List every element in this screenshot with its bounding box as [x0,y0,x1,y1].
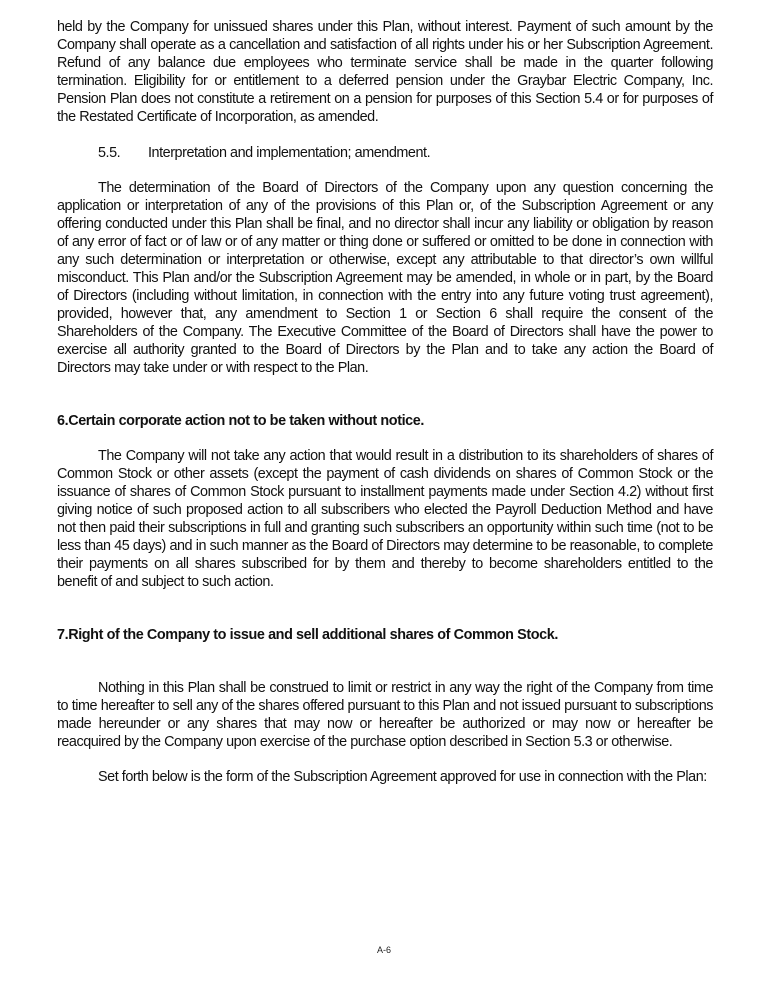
section-6-heading: 6.Certain corporate action not to be taken without notice. [57,413,424,429]
document-page [57,18,713,786]
paragraph-section-6-body: The Company will not take any action that would result in a distribution to its shareholders of shares of Common Stock or other assets (except the payment of cash dividends on shares of Common Stock or the issuance of shares of Common Stock pursuant to installment payments made under Section 4.2) without first giving notice of such proposed action to all subscribers who elected the Payroll Deduction Method and have not then paid their subscriptions in full and granting such subscribers an opportunity within such time (not to be less than 45 days) and in such manner as the Board of Directors may determine to be reasonable, to complete their payments on all shares subscribed for by them and thereby to become shareholders entitled to the benefit of and subject to such action. [57,448,713,590]
paragraph-subscription-agreement-intro: Set forth below is the form of the Subscription Agreement approved for use in connection with the Plan: [98,769,707,785]
page-number: A-6 [376,945,391,955]
section-5-5-heading [57,144,713,162]
paragraph-section-5-4-continuation: held by the Company for unissued shares under this Plan, without interest. Payment of such amount by the Company shall operate as a cancellation and satisfaction of all rights under his or her Subscription Agreement. Refund of any balance due employees who terminate service shall be made in the quarter following termination. Eligibility for or entitlement to a deferred pension under the Graybar Electric Company, Inc. Pension Plan does not constitute a retirement on a pension for purposes of this Section 5.4 or for purposes of the Restated Certificate of Incorporation, as amended. [57,19,713,125]
paragraph-section-7-body: Nothing in this Plan shall be construed to limit or restrict in any way the right of the Company from time to time hereafter to sell any of the shares offered pursuant to this Plan and not issued pursuant to subscriptions made hereunder or any shares that may now or hereafter be authorized or may now or hereafter be reacquired by the Company upon exercise of the purchase option described in Section 5.3 or otherwise. [57,680,713,750]
section-5-5-number: 5.5. [98,145,121,161]
paragraph-section-5-5-body: The determination of the Board of Directors of the Company upon any question concerning the application or interpretation of any of the provisions of this Plan or, of the Subscription Agreement or any offering conducted under this Plan shall be final, and no director shall incur any liability or obligation by reason of any error of fact or of law or of any matter or thing done or suffered or omitted to be done in connection with any such determination or interpretation or otherwise, except any attributable to that director’s own willful misconduct. This Plan and/or the Subscription Agreement may be amended, in whole or in part, by the Board of Directors (including without limitation, in connection with the entry into any future voting trust agreement), provided, however that, any amendment to Section 1 or Section 6 shall require the consent of the Shareholders of the Company. The Executive Committee of the Board of Directors shall have the power to exercise all authority granted to the Board of Directors by the Plan and to take any action the Board of Directors may take under or with respect to the Plan. [57,180,713,376]
section-7-heading: 7.Right of the Company to issue and sell additional shares of Common Stock. [57,627,558,643]
section-5-5-title: Interpretation and implementation; amendment. [148,145,431,161]
